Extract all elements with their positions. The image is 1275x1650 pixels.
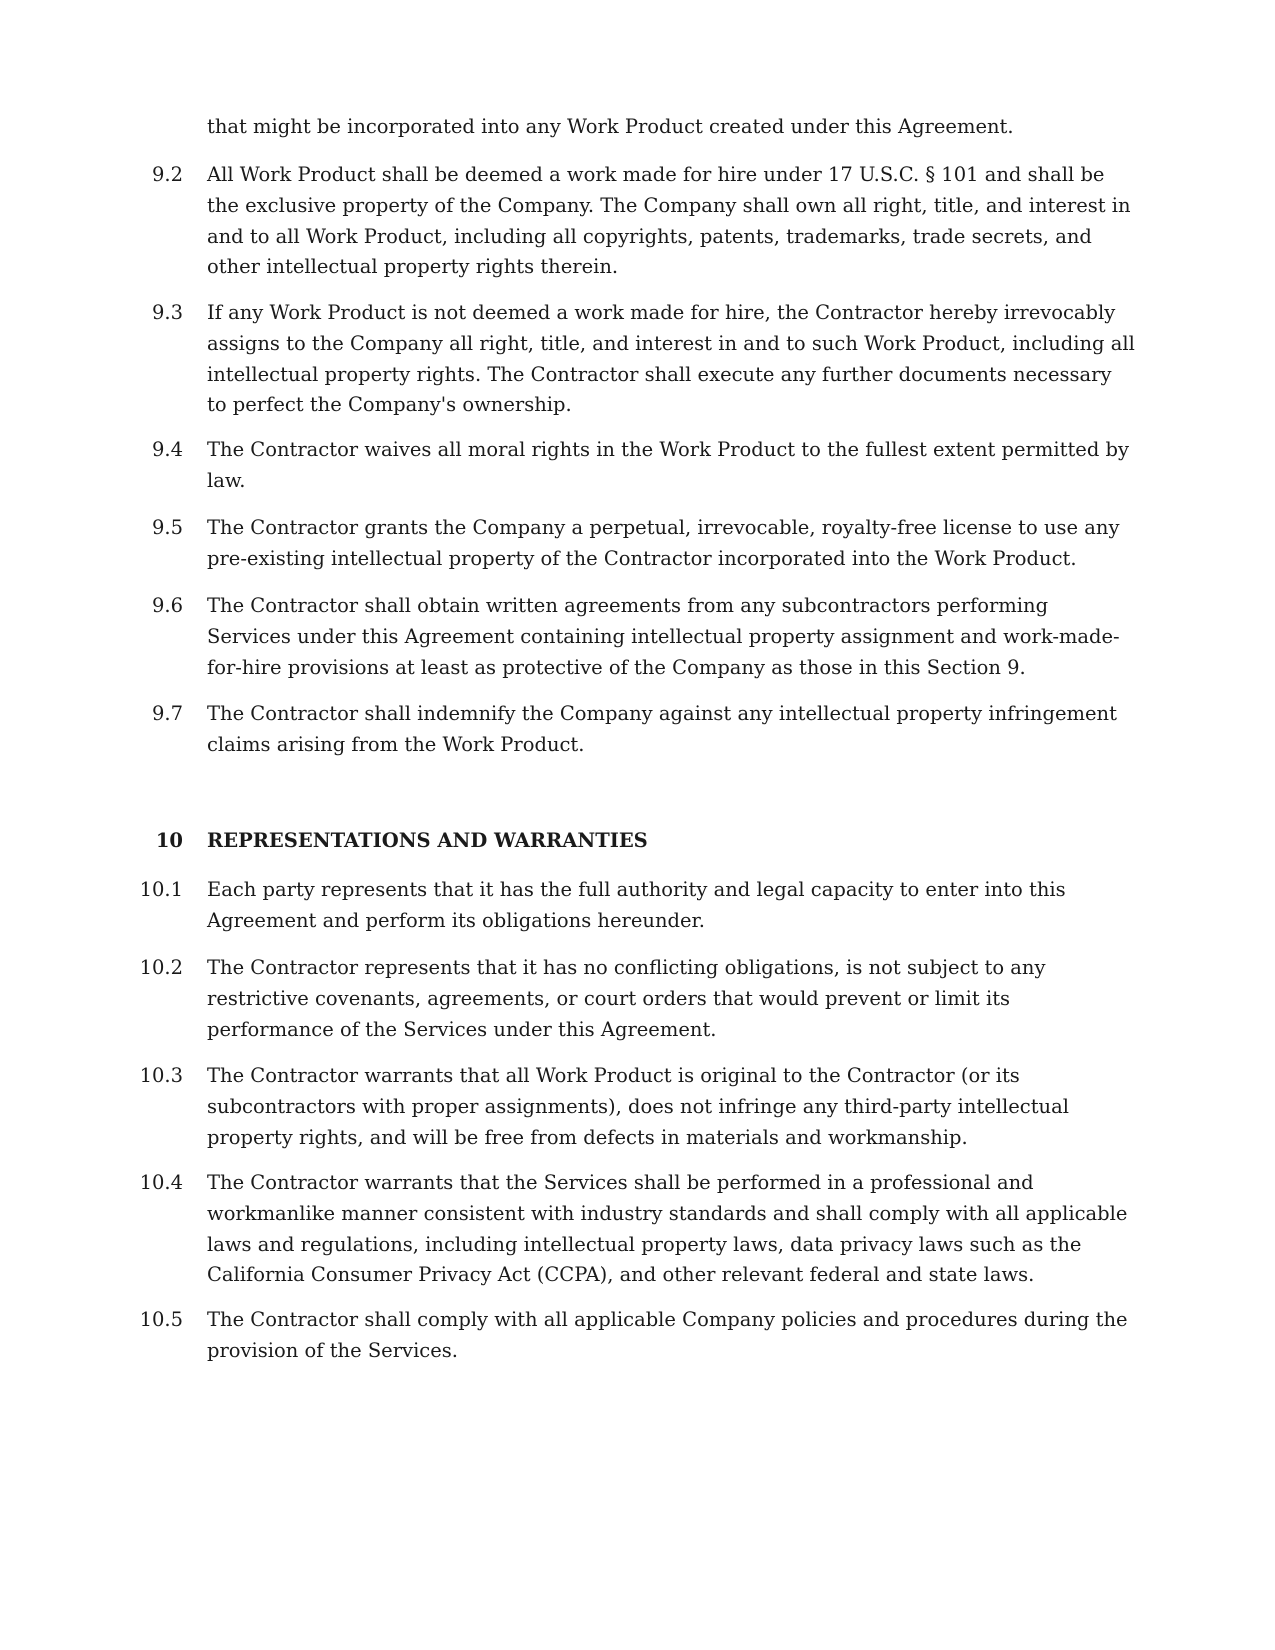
clause-number: 9.6 (151, 594, 183, 617)
clause-text: The Contractor warrants that all Work Product is original to the Contractor (or its subcontractors with proper assignments), does not infringe any third-party intellectual property rights, and will be free from defects in materials and workmanship. (207, 1064, 1069, 1149)
clause-number: 10.3 (139, 1064, 183, 1087)
clause-number: 10.4 (139, 1171, 183, 1194)
clause-text: The Contractor shall indemnify the Company against any intellectual property infringement claims arising from the Work Product. (207, 702, 1117, 756)
clause-number: 9.2 (151, 163, 183, 186)
clause-number: 9.4 (151, 438, 183, 461)
section-number: 10 (155, 829, 183, 852)
clause-text: The Contractor shall obtain written agreements from any subcontractors performing Services under this Agreement containing intellectual property assignment and work-made-for-hire provisions at least as protective of the Company as those in this Section 9. (207, 594, 1120, 679)
clause-number: 9.7 (151, 702, 183, 725)
clause-text: If any Work Product is not deemed a work made for hire, the Contractor hereby irrevocably assigns to the Company all right, title, and interest in and to such Work Product, including all intellectual property rights. The Contractor shall execute any further documents necessary to perfect the Company's ownership. (207, 301, 1135, 417)
clause-number: 10.1 (139, 878, 183, 901)
clause-number: 9.3 (151, 301, 183, 324)
clause-text: All Work Product shall be deemed a work made for hire under 17 U.S.C. § 101 and shall be the exclusive property of the Company. The Company shall own all right, title, and interest in and to all Work Product, including all copyrights, patents, trademarks, trade secrets, and other intellectual property rights therein. (207, 163, 1131, 279)
clause-text: The Contractor shall comply with all applicable Company policies and procedures during the provision of the Services. (207, 1308, 1128, 1362)
clause-text: The Contractor waives all moral rights in the Work Product to the fullest extent permitted by law. (207, 438, 1130, 492)
clause-number: 10.2 (139, 956, 183, 979)
clause-text: The Contractor represents that it has no conflicting obligations, is not subject to any restrictive covenants, agreements, or court orders that would prevent or limit its performance of the Services under this Agreement. (207, 956, 1046, 1041)
clause-text: Each party represents that it has the full authority and legal capacity to enter into this Agreement and perform its obligations hereunder. (207, 878, 1066, 932)
clause-number: 9.5 (151, 516, 183, 539)
clause-text: The Contractor warrants that the Services shall be performed in a professional and workmanlike manner consistent with industry standards and shall comply with all applicable laws and regulations, including intellectual property laws, data privacy laws such as the California Consumer Privacy Act (CCPA), and other relevant federal and state laws. (207, 1171, 1128, 1287)
section-title: REPRESENTATIONS AND WARRANTIES (207, 829, 648, 852)
continuation-paragraph: that might be incorporated into any Work Product created under this Agreement. (207, 115, 1014, 138)
clause-text: The Contractor grants the Company a perpetual, irrevocable, royalty-free license to use any pre-existing intellectual property of the Contractor incorporated into the Work Product. (207, 516, 1120, 570)
clause-number: 10.5 (139, 1308, 183, 1331)
